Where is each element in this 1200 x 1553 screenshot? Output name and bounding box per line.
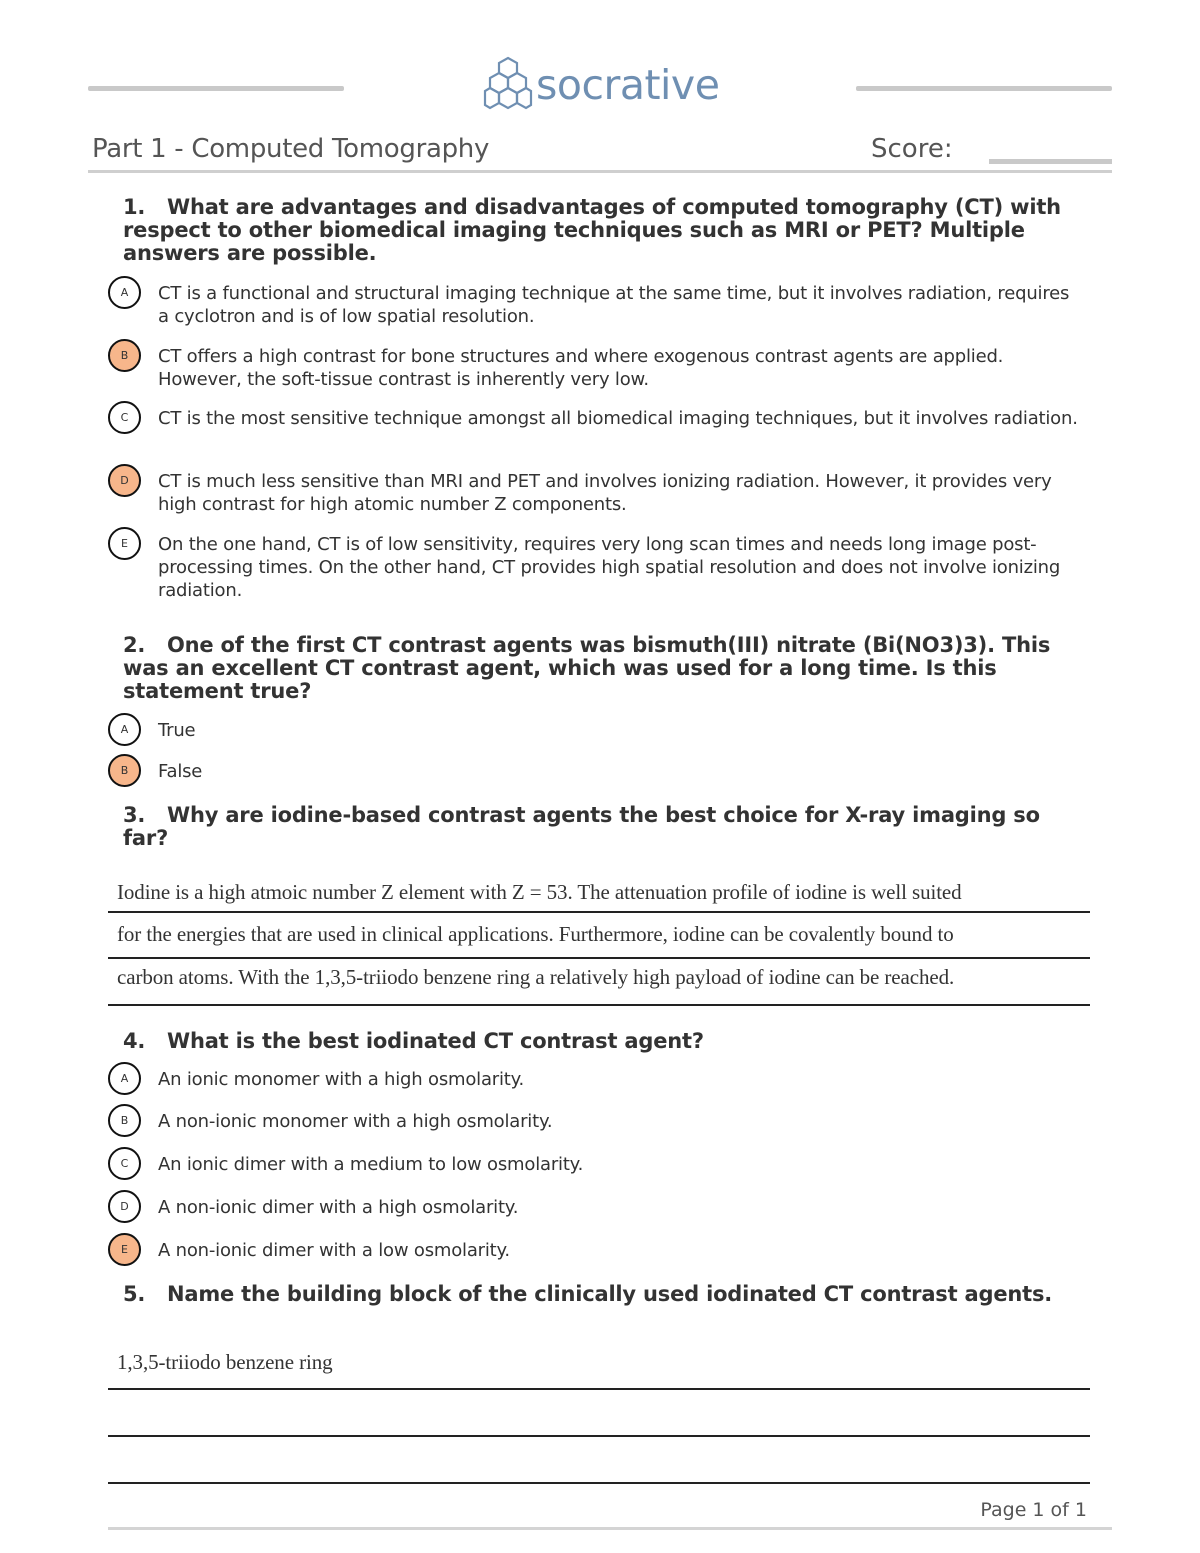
q4-option-e[interactable]: [108, 1239, 1078, 1266]
q1-option-b[interactable]: [108, 345, 1078, 391]
option-text: CT is a functional and structural imaging technique at the same time, but it involves radiation, requires a cyclotron and is of low spatial resolution.: [158, 283, 1070, 327]
option-text: CT offers a high contrast for bone structures and where exogenous contrast agents are applied. However, the soft-tissue contrast is inherently very low.: [158, 346, 1004, 390]
option-text: True: [158, 720, 196, 741]
question-number: 5.: [123, 1282, 146, 1306]
option-text: On the one hand, CT is of low sensitivity, requires very long scan times and needs long image post-processing times. On the other hand, CT provides high spatial resolution and does not involve ionizing radiation.: [158, 534, 1061, 601]
question-text: Name the building block of the clinically used iodinated CT contrast agents.: [167, 1282, 1053, 1306]
question-3: [123, 804, 1063, 850]
q1-option-c[interactable]: [108, 407, 1078, 434]
question-5: [123, 1283, 1063, 1306]
answer-line-text-1: 1,3,5-triiodo benzene ring: [117, 1350, 333, 1374]
answer-line-text-1: Iodine is a high atmoic number Z element with Z = 53. The attenuation profile of iodine is well suited: [117, 880, 962, 904]
option-text: A non-ionic dimer with a low osmolarity.: [158, 1240, 510, 1261]
answer-bubble-c[interactable]: C: [108, 1147, 141, 1180]
title-divider: [88, 170, 1112, 173]
q1-option-a[interactable]: [108, 282, 1078, 328]
question-number: 1.: [123, 195, 146, 219]
answer-bubble-b-selected[interactable]: B: [108, 754, 141, 787]
question-text: One of the first CT contrast agents was bismuth(III) nitrate (Bi(NO3)3). This was an excellent CT contrast agent, which was used for a long time. Is this statement true?: [123, 633, 1051, 703]
answer-line-1[interactable]: [108, 1388, 1090, 1390]
q4-option-d[interactable]: [108, 1196, 1078, 1223]
score-label: Score:: [871, 134, 953, 164]
answer-bubble-a[interactable]: A: [108, 276, 141, 309]
q1-option-e[interactable]: [108, 533, 1078, 602]
question-4: [123, 1030, 1063, 1053]
q2-option-a[interactable]: [108, 719, 1078, 746]
question-text: Why are iodine-based contrast agents the best choice for X-ray imaging so far?: [123, 803, 1040, 850]
footer-divider: [108, 1527, 1112, 1530]
q2-option-b[interactable]: [108, 760, 1078, 787]
header-rule-left: [88, 86, 344, 91]
answer-bubble-b-selected[interactable]: B: [108, 339, 141, 372]
score-field[interactable]: [989, 159, 1112, 164]
option-text: CT is the most sensitive technique amongst all biomedical imaging techniques, but it involves radiation.: [158, 408, 1078, 429]
answer-line-1[interactable]: [108, 911, 1090, 913]
option-text: A non-ionic dimer with a high osmolarity.: [158, 1197, 519, 1218]
question-number: 4.: [123, 1029, 146, 1053]
header-rule-right: [856, 86, 1112, 91]
question-text: What is the best iodinated CT contrast agent?: [167, 1029, 704, 1053]
option-text: An ionic dimer with a medium to low osmolarity.: [158, 1154, 584, 1175]
socrative-logo: [482, 54, 719, 116]
option-text: An ionic monomer with a high osmolarity.: [158, 1069, 525, 1090]
answer-bubble-e-selected[interactable]: E: [108, 1233, 141, 1266]
question-text: What are advantages and disadvantages of computed tomography (CT) with respect to other biomedical imaging techniques such as MRI or PET? Multiple answers are possible.: [123, 195, 1061, 265]
question-number: 3.: [123, 803, 146, 827]
answer-bubble-e[interactable]: E: [108, 527, 141, 560]
answer-bubble-d[interactable]: D: [108, 1190, 141, 1223]
answer-bubble-a[interactable]: A: [108, 1062, 141, 1095]
q4-option-b[interactable]: [108, 1110, 1078, 1137]
logo-wordmark: socrative: [536, 61, 720, 109]
answer-bubble-a[interactable]: A: [108, 713, 141, 746]
option-text: A non-ionic monomer with a high osmolarity.: [158, 1111, 553, 1132]
q1-option-d[interactable]: [108, 470, 1078, 516]
option-text: False: [158, 761, 203, 782]
answer-bubble-b[interactable]: B: [108, 1104, 141, 1137]
option-text: CT is much less sensitive than MRI and PET and involves ionizing radiation. However, it provides very high contrast for high atomic number Z components.: [158, 471, 1052, 515]
page-title: Part 1 - Computed Tomography: [92, 134, 490, 164]
question-2: [123, 634, 1063, 703]
answer-line-3[interactable]: [108, 1004, 1090, 1006]
answer-line-3[interactable]: [108, 1482, 1090, 1484]
page-number: Page 1 of 1: [980, 1499, 1087, 1521]
answer-line-2[interactable]: [108, 957, 1090, 959]
question-1: [123, 196, 1063, 265]
q4-option-a[interactable]: [108, 1068, 1078, 1095]
question-number: 2.: [123, 633, 146, 657]
hexagon-logo-icon: [482, 55, 534, 115]
answer-line-text-3: carbon atoms. With the 1,3,5-triiodo benzene ring a relatively high payload of iodine can be reached.: [117, 965, 955, 989]
answer-line-2[interactable]: [108, 1435, 1090, 1437]
q4-option-c[interactable]: [108, 1153, 1078, 1180]
answer-line-text-2: for the energies that are used in clinical applications. Furthermore, iodine can be covalently bound to: [117, 922, 954, 946]
answer-bubble-c[interactable]: C: [108, 401, 141, 434]
answer-bubble-d-selected[interactable]: D: [108, 464, 141, 497]
